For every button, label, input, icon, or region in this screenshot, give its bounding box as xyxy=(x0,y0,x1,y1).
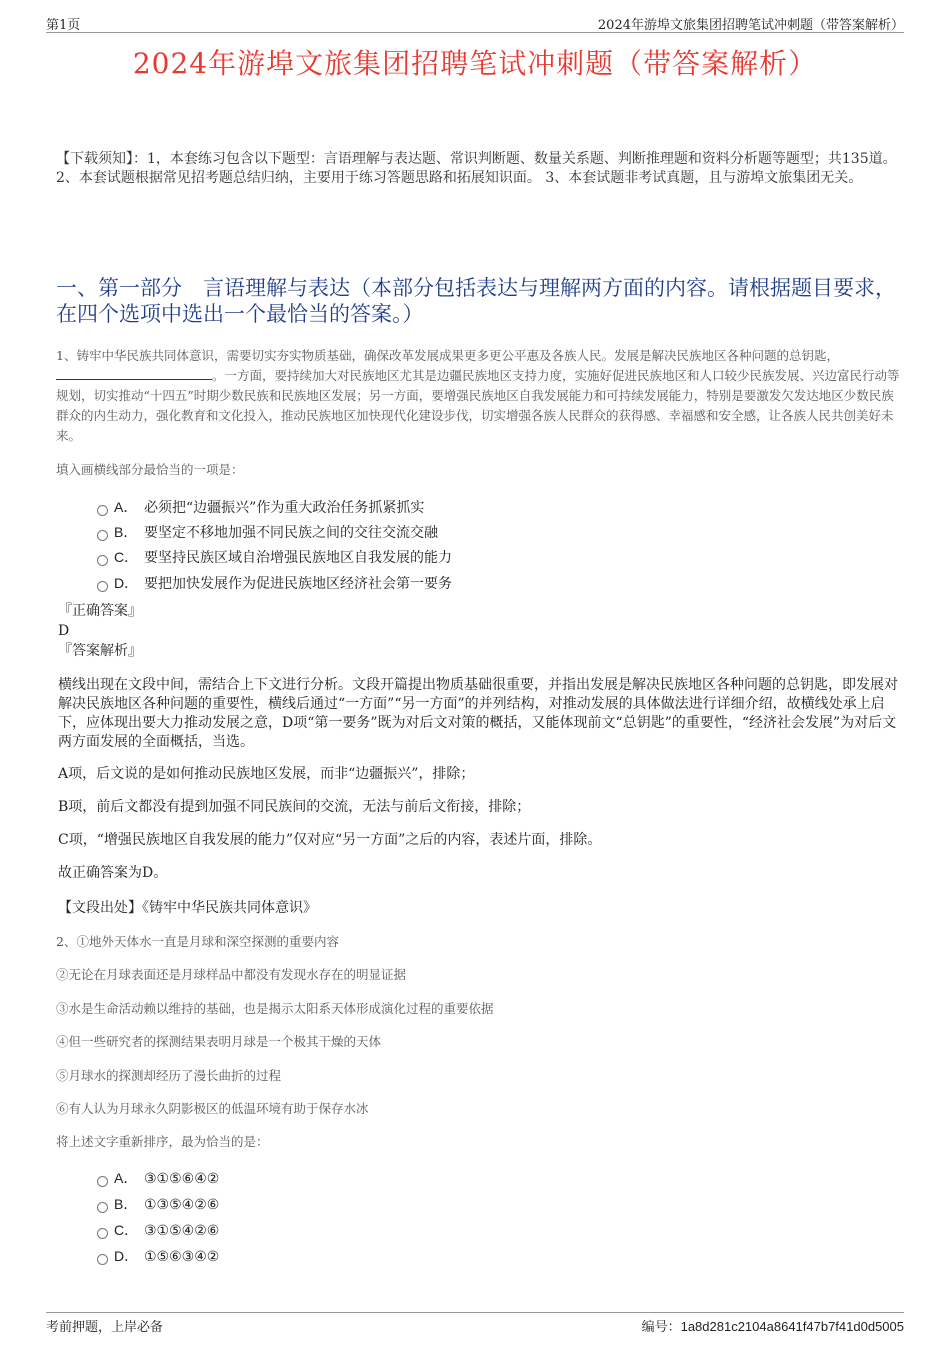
analysis-option-b: B项，前后文都没有提到加强不同民族间的交流，无法与前后文衔接，排除； xyxy=(58,799,531,815)
question-1-prompt: 填入画横线部分最恰当的一项是： xyxy=(56,462,244,477)
fill-blank-line xyxy=(56,367,212,380)
question-2-line: ②无论在月球表面还是月球样品中都没有发现水存在的明显证据 xyxy=(56,967,407,982)
radio-icon[interactable] xyxy=(97,555,108,566)
header-doc-title: 2024年游埠文旅集团招聘笔试冲刺题（带答案解析） xyxy=(597,18,904,33)
download-notice: 【下载须知】：1，本套练习包含以下题型：言语理解与表达题、常识判断题、数量关系题、判断推理题和资料分析题等题型；共135道。 2、本套试题根据常见招考题总结归纳，主要用于练习答题思路和拓展知识面。 3、本套试题非考试真题，且与游埠文旅集团无关。 xyxy=(56,151,897,186)
footer-code: 编号：1a8d281c2104a8641f47b7f41d0d5005 xyxy=(641,1319,904,1335)
question-2-line: ⑤月球水的探测却经历了漫长曲折的过程 xyxy=(56,1068,282,1083)
radio-icon[interactable] xyxy=(97,1176,108,1187)
q1-option-c[interactable]: C． 要坚持民族区域自治增强民族地区自我发展的能力 xyxy=(97,547,452,567)
correct-answer-value: D xyxy=(58,623,70,639)
q1-option-a[interactable]: A． 必须把“边疆振兴”作为重大政治任务抓紧抓实 xyxy=(97,497,424,517)
analysis-conclusion: 故正确答案为D。 xyxy=(58,865,168,881)
radio-icon[interactable] xyxy=(97,505,108,516)
radio-icon[interactable] xyxy=(97,1202,108,1213)
question-2-line: ⑥有人认为月球永久阴影极区的低温环境有助于保存水冰 xyxy=(56,1101,369,1116)
question-1-stem-part-a: 1、铸牢中华民族共同体意识，需要切实夯实物质基础，确保改革发展成果更多更公平惠及各族人民。发展是解决民族地区各种问题的总钥匙， xyxy=(56,348,839,363)
analysis-option-a: A项，后文说的是如何推动民族地区发展，而非“边疆振兴”，排除； xyxy=(58,766,475,782)
q1-option-d[interactable]: D． 要把加快发展作为促进民族地区经济社会第一要务 xyxy=(97,573,452,593)
analysis-label: 『答案解析』 xyxy=(58,643,142,659)
radio-icon[interactable] xyxy=(97,1254,108,1265)
page-footer xyxy=(46,1312,904,1337)
document-title: 2024年游埠文旅集团招聘笔试冲刺题（带答案解析） xyxy=(132,47,818,80)
analysis-paragraph: 横线出现在文段中间，需结合上下文进行分析。文段开篇提出物质基础很重要，并指出发展是解决民族地区各种问题的总钥匙，即发展对解决民族地区各种问题的重要性，横线后通过“一方面”“另一方面”的并列结构，对推动发展的具体做法进行详细介绍，故横线处承上启下，应体现出要大力推动发展之意，D项“第一要务”既为对后文对策的概括，又能体现前文“总钥匙”的重要性，“经济社会发展”为对后文两方面发展的全面概括，当选。 xyxy=(58,677,898,750)
page-number: 第1页 xyxy=(46,18,81,33)
question-1-stem-part-b: 。一方面，要持续加大对民族地区尤其是边疆民族地区支持力度，实施好促进民族地区和人口较少民族发展、兴边富民行动等规划，切实推动“十四五”时期少数民族和民族地区发展；另一方面，要增强民族地区自我发展能力和可持续发展能力，特别是要激发欠发达地区少数民族群众的内生动力，强化教育和文化投入，推动民族地区加快现代化建设步伐，切实增强各族人民群众的获得感、幸福感和安全感，让各族人民共创美好未来。 xyxy=(56,368,900,443)
analysis-option-c: C项，“增强民族地区自我发展的能力”仅对应“另一方面”之后的内容，表述片面，排除。 xyxy=(58,832,602,848)
question-2-prompt: 将上述文字重新排序，最为恰当的是： xyxy=(56,1134,269,1149)
radio-icon[interactable] xyxy=(97,530,108,541)
q1-option-b[interactable]: B． 要坚定不移地加强不同民族之间的交往交流交融 xyxy=(97,522,438,542)
q2-option-a[interactable]: A． ③①⑤⑥④② xyxy=(97,1168,219,1188)
question-1-stem xyxy=(56,346,902,446)
correct-answer-label: 『正确答案』 xyxy=(58,603,142,619)
section-heading: 一、第一部分 言语理解与表达（本部分包括表达与理解两方面的内容。请根据题目要求，在四个选项中选出一个最恰当的答案。） xyxy=(56,276,896,326)
q2-option-d[interactable]: D． ①⑤⑥③④② xyxy=(97,1246,219,1266)
text-source: 【文段出处】《铸牢中华民族共同体意识》 xyxy=(58,900,317,916)
question-2-line: ③水是生命活动赖以维持的基础，也是揭示太阳系天体形成演化过程的重要依据 xyxy=(56,1001,494,1016)
q2-option-b[interactable]: B． ①③⑤④②⑥ xyxy=(97,1194,219,1214)
q2-option-c[interactable]: C． ③①⑤④②⑥ xyxy=(97,1220,219,1240)
radio-icon[interactable] xyxy=(97,581,108,592)
question-2-line: ④但一些研究者的探测结果表明月球是一个极其干燥的天体 xyxy=(56,1034,382,1049)
question-2-line: 2、①地外天体水一直是月球和深空探测的重要内容 xyxy=(56,934,339,949)
footer-slogan: 考前押题，上岸必备 xyxy=(46,1320,164,1335)
radio-icon[interactable] xyxy=(97,1228,108,1239)
page-header xyxy=(46,12,904,33)
